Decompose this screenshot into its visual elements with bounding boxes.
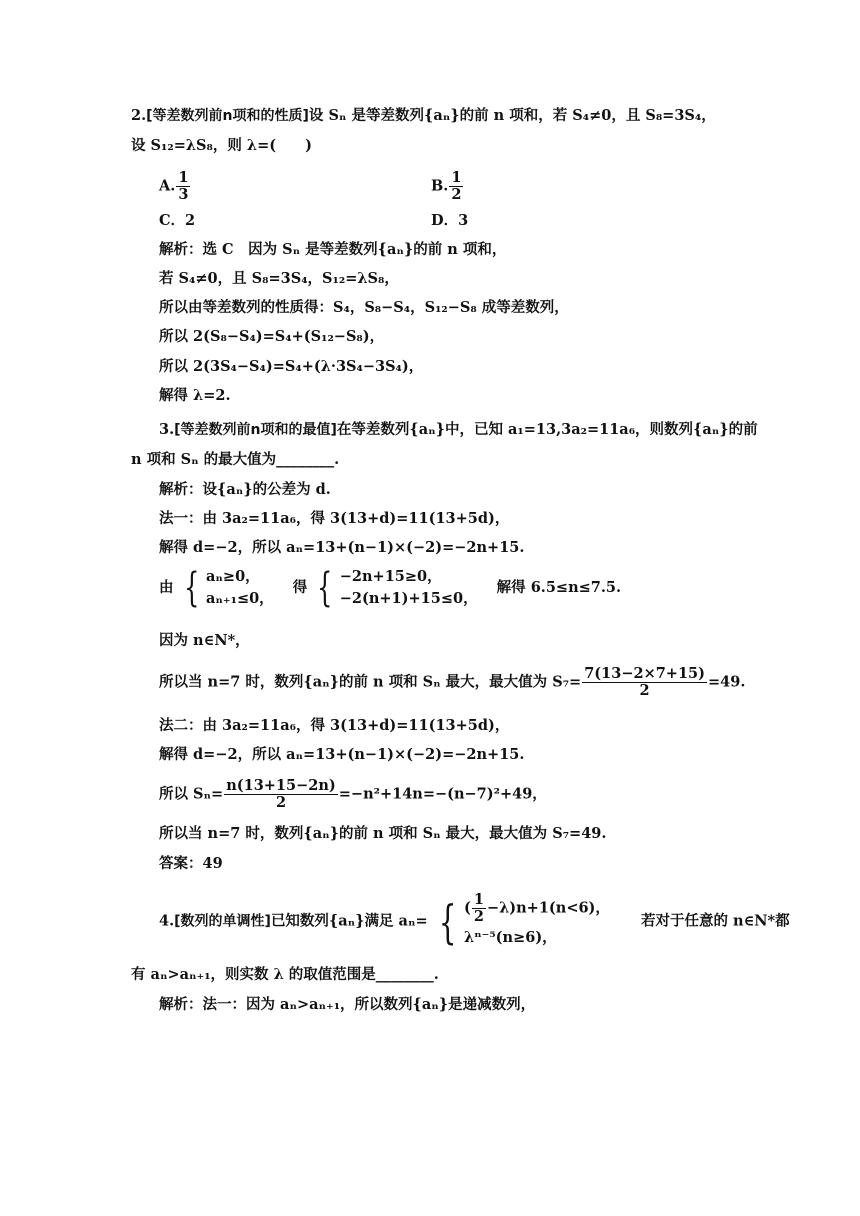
q2-option-a-fraction <box>176 170 190 203</box>
q4-number: 4. <box>159 912 175 930</box>
q3-system-you: 由 <box>159 579 174 596</box>
method-label: 法二： <box>159 717 203 734</box>
q3-method1-text5b: =49. <box>708 673 746 691</box>
q3-method1-line4: 因为 n∈N*， <box>159 632 250 649</box>
q4-topic-tag: [数列的单调性] <box>174 913 271 930</box>
system-row: aₙ≥0， <box>206 568 260 585</box>
left-brace: { <box>183 565 199 611</box>
q3-number: 3. <box>159 421 175 438</box>
q3-method2-text3b: =−n²+14n=−(n−7)²+49， <box>338 785 547 803</box>
q2-option-b-fraction <box>449 170 463 203</box>
q3-solution-intro <box>159 481 331 499</box>
left-brace: { <box>438 894 457 949</box>
q3-solution-intro-text: 设{aₙ}的公差为 d. <box>202 481 331 498</box>
q3-stem-line2: n 项和 Sₙ 的最大值为________. <box>131 451 340 468</box>
q3-method2-line4: 所以当 n=7 时，数列{aₙ}的前 n 项和 Sₙ 最大，最大值为 S₇=49. <box>159 825 607 842</box>
system-row: aₙ₊₁≤0， <box>206 590 274 607</box>
q3-stem-line1 <box>159 421 758 439</box>
q3-method1-line1 <box>159 510 509 528</box>
fraction-denominator: 2 <box>473 908 484 925</box>
q2-solution-line5: 所以 2(3S₄−S₄)=S₄+(λ·3S₄−3S₄)， <box>159 358 424 375</box>
q2-stem-line1 <box>131 107 716 125</box>
q2-option-a <box>159 170 191 203</box>
q2-option-b-label: B. <box>431 177 449 195</box>
q2-option-a-label: A. <box>159 177 176 195</box>
q2-stem-text1: 设 Sₙ 是等差数列{aₙ}的前 n 项和，若 S₄≠0，且 S₈=3S₄， <box>308 107 716 124</box>
system-row: −2(n+1)+15≤0， <box>339 590 478 607</box>
q2-stem-line2: 设 S₁₂=λS₈，则 λ=( ) <box>131 137 312 154</box>
q3-method2-text3a: 所以 Sₙ= <box>159 785 224 803</box>
q2-topic-tag: [等差数列前n项和的性质] <box>146 108 309 124</box>
q3-answer-line <box>159 855 223 873</box>
q4-case2: λⁿ⁻⁵(n≥6)， <box>463 929 557 946</box>
fraction-denominator: 3 <box>178 186 189 203</box>
q2-solution-text1: 选 C 因为 Sₙ 是等差数列{aₙ}的前 n 项和， <box>202 241 507 258</box>
q2-option-c: C．2 <box>159 212 196 229</box>
q4-stem-line2: 有 aₙ>aₙ₊₁，则实数 λ 的取值范围是________. <box>131 966 439 983</box>
q2-option-b <box>431 170 464 203</box>
q3-method1-system-line <box>159 566 621 610</box>
q4-case1 <box>464 892 610 925</box>
system-row: −2n+15≥0， <box>339 568 442 585</box>
q3-method1-line2: 解得 d=−2，所以 aₙ=13+(n−1)×(−2)=−2n+15. <box>159 539 525 556</box>
fraction-denominator: 2 <box>451 186 462 203</box>
q2-number: 2. <box>131 107 147 124</box>
solution-label: 解析： <box>159 241 203 258</box>
q4-solution-line1 <box>159 996 535 1014</box>
q4-case1-paren: ( <box>463 899 471 917</box>
q4-solution-text1: 法一：因为 aₙ>aₙ₊₁，所以数列{aₙ}是递减数列， <box>202 996 536 1013</box>
fraction-numerator: 1 <box>178 169 189 186</box>
q3-method1-text5a: 所以当 n=7 时，数列{aₙ}的前 n 项和 Sₙ 最大，最大值为 S₇= <box>159 673 582 691</box>
q2-solution-line6: 解得 λ=2. <box>159 387 231 404</box>
q4-piecewise <box>433 892 610 951</box>
q3-system1 <box>179 566 274 610</box>
q4-case1-fraction <box>472 892 486 925</box>
q3-method2-fraction <box>224 778 338 811</box>
q2-solution-line4: 所以 2(S₈−S₄)=S₄+(S₁₂−S₈)， <box>159 328 385 345</box>
q3-system2 <box>312 566 477 610</box>
q3-system-solve: 解得 6.5≤n≤7.5. <box>496 579 622 596</box>
answer-label: 答案： <box>159 855 203 872</box>
fraction-denominator: 2 <box>275 794 287 811</box>
q3-method2-text1: 由 3a₂=11a₆，得 3(13+d)=11(13+5d)， <box>202 717 510 734</box>
fraction-numerator: 1 <box>451 169 462 186</box>
q3-topic-tag: [等差数列前n项和的最值] <box>174 422 337 438</box>
solution-label: 解析： <box>159 996 203 1013</box>
q3-stem-text1: 在等差数列{aₙ}中，已知 a₁=13,3a₂=11a₆，则数列{aₙ}的前 <box>336 421 758 438</box>
q3-method2-line1 <box>159 717 509 735</box>
q2-solution-line3: 所以由等差数列的性质得：S₄，S₈−S₄，S₁₂−S₈ 成等差数列， <box>159 299 569 316</box>
q3-system-de: 得 <box>292 579 308 596</box>
q4-stem-line1 <box>159 892 790 951</box>
q2-solution-line1 <box>159 241 506 259</box>
q2-option-d: D．3 <box>431 212 469 229</box>
q4-case1-text: −λ)n+1(n<6)， <box>486 899 610 917</box>
q3-method2-line3 <box>159 778 547 811</box>
q3-answer-value: 49 <box>202 855 223 872</box>
fraction-numerator: 1 <box>473 891 484 908</box>
q2-solution-line2: 若 S₄≠0，且 S₈=3S₄，S₁₂=λS₈， <box>159 270 399 287</box>
q4-stem-text-b: 若对于任意的 n∈N*都 <box>640 912 790 930</box>
left-brace: { <box>317 565 333 611</box>
q3-method1-fraction <box>582 666 707 699</box>
q3-method2-line2: 解得 d=−2，所以 aₙ=13+(n−1)×(−2)=−2n+15. <box>159 746 525 763</box>
q4-stem-text-a: 已知数列{aₙ}满足 aₙ= <box>270 912 428 930</box>
q3-method1-text1: 由 3a₂=11a₆，得 3(13+d)=11(13+5d)， <box>202 510 510 527</box>
fraction-numerator: n(13+15−2n) <box>226 777 336 794</box>
method-label: 法一： <box>159 510 203 527</box>
fraction-denominator: 2 <box>639 682 650 699</box>
q3-method1-line5 <box>159 666 745 699</box>
fraction-numerator: 7(13−2×7+15) <box>584 665 705 682</box>
solution-label: 解析： <box>159 481 203 498</box>
